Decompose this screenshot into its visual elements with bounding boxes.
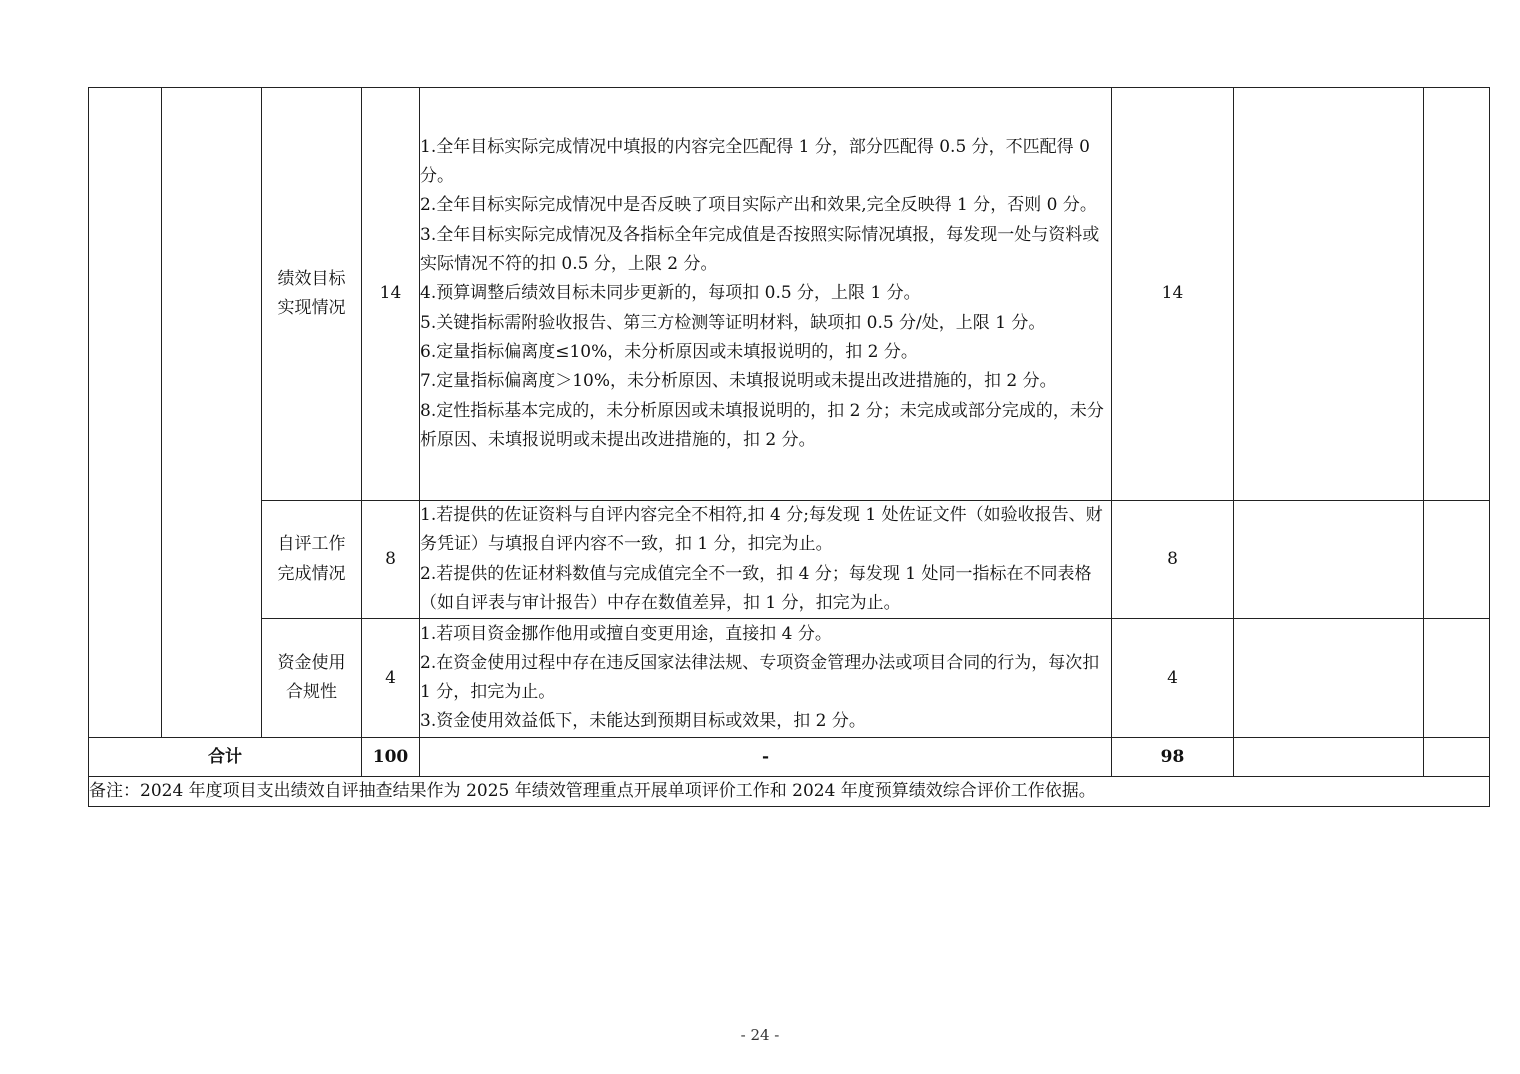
criteria-item: 1.全年目标实际完成情况中填报的内容完全匹配得 1 分，部分匹配得 0.5 分，不匹配得 0 分。 <box>420 136 1090 187</box>
criteria-item: 2.在资金使用过程中存在违反国家法律法规、专项资金管理办法或项目合同的行为，每次扣 1 分，扣完为止。 <box>420 652 1100 703</box>
total-label: 合计 <box>89 738 362 777</box>
criteria-item: 5.关键指标需附验收报告、第三方检测等证明材料，缺项扣 0.5 分/处，上限 1 分。 <box>420 312 1046 333</box>
indicator-line: 资金使用 <box>277 652 346 673</box>
page-number: - 24 - <box>740 1026 780 1044</box>
criteria-item: 2.全年目标实际完成情况中是否反映了项目实际产出和效果,完全反映得 1 分，否则 0 分。 <box>420 195 1097 216</box>
criteria-item: 6.定量指标偏离度≤10%，未分析原因或未填报说明的，扣 2 分。 <box>420 341 918 362</box>
weight-cell: 4 <box>362 619 420 738</box>
category-cell <box>89 88 162 738</box>
indicator-line: 合规性 <box>286 682 337 703</box>
empty-cell <box>1234 619 1424 738</box>
note-text: 备注：2024 年度项目支出绩效自评抽查结果作为 2025 年绩效管理重点开展单项评价工作和 2024 年度预算绩效综合评价工作依据。 <box>89 777 1490 807</box>
empty-cell <box>1424 501 1490 619</box>
empty-cell <box>1424 88 1490 501</box>
criteria-item: 3.全年目标实际完成情况及各指标全年完成值是否按照实际情况填报，每发现一处与资料或实际情况不符的扣 0.5 分，上限 2 分。 <box>420 224 1100 275</box>
evaluation-table <box>88 87 1490 807</box>
note-row <box>89 777 1490 807</box>
empty-cell <box>1424 619 1490 738</box>
criteria-item: 4.预算调整后绩效目标未同步更新的，每项扣 0.5 分，上限 1 分。 <box>420 283 921 304</box>
empty-cell <box>1234 88 1424 501</box>
criteria-item: 2.若提供的佐证材料数值与完成值完全不一致，扣 4 分；每发现 1 处同一指标在不同表格（如自评表与审计报告）中存在数值差异，扣 1 分，扣完为止。 <box>420 563 1092 613</box>
criteria-item: 7.定量指标偏离度＞10%，未分析原因、未填报说明或未提出改进措施的，扣 2 分。 <box>420 371 1057 392</box>
total-criteria: - <box>420 738 1112 777</box>
score-cell: 14 <box>1112 88 1234 501</box>
indicator-line: 绩效目标 <box>277 268 346 289</box>
criteria-item: 3.资金使用效益低下，未能达到预期目标或效果，扣 2 分。 <box>420 711 866 732</box>
criteria-cell <box>420 619 1112 738</box>
empty-cell <box>1424 738 1490 777</box>
total-row <box>89 738 1490 777</box>
criteria-item: 1.若项目资金挪作他用或擅自变更用途，直接扣 4 分。 <box>420 623 832 644</box>
indicator-line: 完成情况 <box>277 563 346 584</box>
criteria-cell <box>420 88 1112 501</box>
indicator-cell <box>262 501 362 619</box>
empty-cell <box>1234 738 1424 777</box>
total-score: 98 <box>1112 738 1234 777</box>
weight-cell: 14 <box>362 88 420 501</box>
score-cell: 4 <box>1112 619 1234 738</box>
weight-cell: 8 <box>362 501 420 619</box>
criteria-cell <box>420 501 1112 619</box>
criteria-item: 1.若提供的佐证资料与自评内容完全不相符,扣 4 分;每发现 1 处佐证文件（如验收报告、财务凭证）与填报自评内容不一致，扣 1 分，扣完为止。 <box>420 505 1103 555</box>
score-cell: 8 <box>1112 501 1234 619</box>
table-row <box>89 619 1490 738</box>
subcategory-cell <box>162 88 262 738</box>
criteria-item: 8.定性指标基本完成的，未分析原因或未填报说明的，扣 2 分；未完成或部分完成的，未分析原因、未填报说明或未提出改进措施的，扣 2 分。 <box>420 400 1104 450</box>
indicator-line: 自评工作 <box>277 534 346 555</box>
table-row <box>89 501 1490 619</box>
indicator-line: 实现情况 <box>277 298 346 318</box>
total-weight: 100 <box>362 738 420 777</box>
indicator-cell <box>262 88 362 501</box>
table-row <box>89 88 1490 501</box>
empty-cell <box>1234 501 1424 619</box>
indicator-cell <box>262 619 362 738</box>
